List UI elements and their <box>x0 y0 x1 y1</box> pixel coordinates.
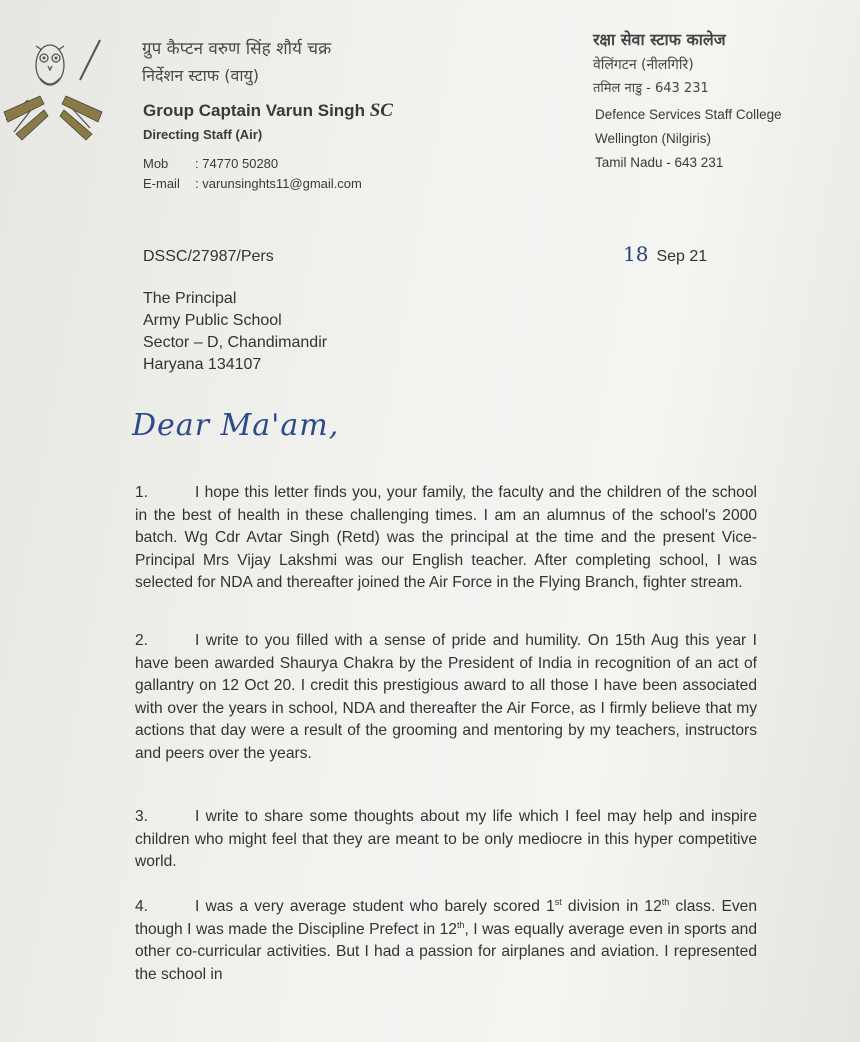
paragraph-text: I hope this letter finds you, your family, the faculty and the children of the school in the best of health in these challenging times. I am an alumnus of the school's 2000 batch. Wg Cdr Avtar Singh (Retd) was the principal at the time and the present Vice-Principal Mrs Vijay Lakshmi was our English teacher. After completing school, I was selected for NDA and thereafter joined the Air Force in the Flying Branch, fighter stream. <box>135 484 757 591</box>
superscript: th <box>456 919 465 930</box>
recipient-line: Army Public School <box>143 312 282 329</box>
owl-crest-logo <box>0 20 110 150</box>
college-english: Defence Services Staff College <box>595 107 782 122</box>
mobile-label: Mob <box>143 156 169 171</box>
mobile-line <box>143 156 278 171</box>
salutation-handwritten: Dear Ma'am, <box>132 408 340 443</box>
email-label: E-mail <box>143 176 180 191</box>
letter-date <box>623 242 707 266</box>
paragraph-2 <box>135 630 757 765</box>
name-suffix: SC <box>369 100 393 121</box>
date-month-year: Sep 21 <box>656 248 708 265</box>
paragraph-number: 3. <box>135 808 149 825</box>
recipient-line: Sector – D, Chandimandir <box>143 334 328 351</box>
mobile-value: : 74770 50280 <box>195 156 279 171</box>
state-english: Tamil Nadu - 643 231 <box>595 155 724 170</box>
email-value: : varunsinghts11@gmail.com <box>195 176 362 191</box>
reference-number: DSSC/27987/Pers <box>143 248 274 265</box>
paragraph-3 <box>135 806 757 874</box>
superscript: th <box>661 896 670 907</box>
email-line <box>143 176 362 191</box>
title-english: Directing Staff (Air) <box>143 127 263 142</box>
paragraph-text: class. Even though I was made the Discipline Prefect in 12 <box>135 898 757 938</box>
paragraph-text: I write to you filled with a sense of pride and humility. On 15th Aug this year I have been awarded Shaurya Chakra by the President of India in recognition of an act of gallantry on 12 Oct 20. I credit this prestigious award to all those I have been associated with over the years in school, NDA and thereafter the Air Force, as I firmly believe that my actions that day were a result of the grooming and mentoring by my teachers, instructors and peers over the years. <box>135 632 757 762</box>
date-day-handwritten: 18 <box>623 242 649 266</box>
name-english <box>143 100 393 122</box>
paragraph-number: 4. <box>135 898 149 915</box>
paragraph-number: 1. <box>135 484 149 501</box>
paragraph-number: 2. <box>135 632 149 649</box>
college-hindi: रक्षा सेवा स्टाफ कालेज <box>593 30 726 49</box>
paragraph-text: , I was equally average even in sports and other co-curricular activities. But I had a passion for airplanes and aviation. I represented the school in <box>135 920 757 983</box>
title-hindi: निर्देशन स्टाफ (वायु) <box>142 66 260 85</box>
recipient-line: The Principal <box>143 290 237 307</box>
recipient-line: Haryana 134107 <box>143 356 262 373</box>
place-hindi: वेलिंगटन (नीलगिरि) <box>593 57 694 73</box>
paragraph-1 <box>135 482 757 595</box>
paragraph-text: I was a very average student who barely scored 1 <box>195 898 555 915</box>
paragraph-4 <box>135 896 757 986</box>
paragraph-text: division in 12 <box>561 898 662 915</box>
paragraph-text: I write to share some thoughts about my life which I feel may help and inspire children who might feel that they are meant to be only mediocre in this hyper competitive world. <box>135 808 757 870</box>
name-english-text: Group Captain Varun Singh <box>143 101 365 120</box>
place-english: Wellington (Nilgiris) <box>595 131 712 146</box>
name-hindi: ग्रुप कैप्टन वरुण सिंह शौर्य चक्र <box>142 39 332 59</box>
superscript: st <box>554 896 562 907</box>
state-hindi: तमिल नाडु - 643 231 <box>593 81 709 96</box>
